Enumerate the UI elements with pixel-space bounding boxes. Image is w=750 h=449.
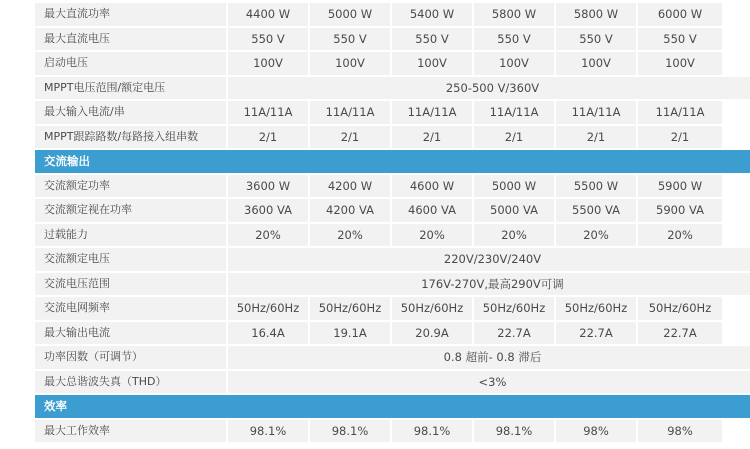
row-value: 11A/11A (638, 101, 722, 126)
row-value: 20% (310, 224, 392, 249)
row-value: 20% (474, 224, 556, 249)
row-label: 最大直流电压 (35, 28, 228, 53)
row-value: 98.1% (392, 420, 474, 445)
row-value-merged: 0.8 超前- 0.8 滞后 (228, 346, 750, 371)
spec-table (35, 3, 750, 444)
row-value-merged: <3% (228, 371, 750, 396)
row-value: 2/1 (556, 126, 638, 151)
row-value: 98.1% (474, 420, 556, 445)
row-value: 11A/11A (310, 101, 392, 126)
row-value: 550 V (228, 28, 310, 53)
row-value: 6000 W (638, 3, 722, 28)
row-value-merged: 176V-270V,最高290V可调 (228, 273, 750, 298)
table-row (35, 126, 750, 151)
row-value: 100V (474, 52, 556, 77)
row-value: 5000 VA (474, 199, 556, 224)
row-label: 最大输入电流/串 (35, 101, 228, 126)
row-value: 2/1 (310, 126, 392, 151)
row-value: 98.1% (310, 420, 392, 445)
row-value: 5500 W (556, 175, 638, 200)
row-value: 50Hz/60Hz (474, 297, 556, 322)
row-value: 50Hz/60Hz (310, 297, 392, 322)
row-label: MPPT跟踪路数/每路接入组串数 (35, 126, 228, 151)
row-label: 功率因数（可调节） (35, 346, 228, 371)
row-label: 交流额定功率 (35, 175, 228, 200)
row-value: 11A/11A (228, 101, 310, 126)
row-value: 11A/11A (392, 101, 474, 126)
row-value: 550 V (474, 28, 556, 53)
section-header-ac-output (35, 150, 750, 175)
row-value: 5800 W (556, 3, 638, 28)
table-row (35, 297, 750, 322)
row-value: 550 V (556, 28, 638, 53)
row-value: 5900 W (638, 175, 722, 200)
row-label: 最大输出电流 (35, 322, 228, 347)
row-label: 过载能力 (35, 224, 228, 249)
table-row (35, 52, 750, 77)
row-value-merged: 220V/230V/240V (228, 248, 750, 273)
row-value: 98.1% (228, 420, 310, 445)
row-value: 100V (228, 52, 310, 77)
table-row (35, 175, 750, 200)
row-value: 550 V (392, 28, 474, 53)
row-value: 5800 W (474, 3, 556, 28)
table-row (35, 273, 750, 298)
row-value: 98% (556, 420, 638, 445)
row-value: 2/1 (638, 126, 722, 151)
row-value: 100V (392, 52, 474, 77)
table-row (35, 248, 750, 273)
row-value: 5000 W (310, 3, 392, 28)
table-row (35, 101, 750, 126)
row-value: 2/1 (228, 126, 310, 151)
table-row (35, 28, 750, 53)
table-row (35, 420, 750, 445)
section-header-efficiency (35, 395, 750, 420)
row-value: 4600 VA (392, 199, 474, 224)
row-value: 20.9A (392, 322, 474, 347)
row-value: 550 V (638, 28, 722, 53)
table-row (35, 3, 750, 28)
row-label: MPPT电压范围/额定电压 (35, 77, 228, 102)
table-row (35, 199, 750, 224)
row-value: 22.7A (556, 322, 638, 347)
row-value: 4200 W (310, 175, 392, 200)
row-value: 5000 W (474, 175, 556, 200)
row-value: 50Hz/60Hz (392, 297, 474, 322)
row-label: 交流电网频率 (35, 297, 228, 322)
row-value: 100V (556, 52, 638, 77)
row-label: 最大直流功率 (35, 3, 228, 28)
row-label: 最大工作效率 (35, 420, 228, 445)
row-value: 50Hz/60Hz (638, 297, 722, 322)
row-value-merged: 250-500 V/360V (228, 77, 750, 102)
row-value: 20% (556, 224, 638, 249)
row-value: 20% (228, 224, 310, 249)
row-value: 50Hz/60Hz (228, 297, 310, 322)
row-value: 3600 W (228, 175, 310, 200)
table-row (35, 77, 750, 102)
row-value: 22.7A (638, 322, 722, 347)
section-title: 效率 (44, 399, 67, 413)
row-value: 4400 W (228, 3, 310, 28)
row-value: 100V (310, 52, 392, 77)
row-value: 4600 W (392, 175, 474, 200)
row-label: 最大总谐波失真（THD） (35, 371, 228, 396)
row-value: 5500 VA (556, 199, 638, 224)
row-value: 2/1 (474, 126, 556, 151)
row-label: 交流电压范围 (35, 273, 228, 298)
table-row (35, 224, 750, 249)
row-value: 4200 VA (310, 199, 392, 224)
row-value: 5900 VA (638, 199, 722, 224)
row-value: 50Hz/60Hz (556, 297, 638, 322)
row-value: 16.4A (228, 322, 310, 347)
row-value: 20% (392, 224, 474, 249)
row-label: 交流额定电压 (35, 248, 228, 273)
row-value: 22.7A (474, 322, 556, 347)
row-value: 2/1 (392, 126, 474, 151)
table-row (35, 371, 750, 396)
row-value: 20% (638, 224, 722, 249)
table-row (35, 346, 750, 371)
row-value: 11A/11A (474, 101, 556, 126)
row-value: 19.1A (310, 322, 392, 347)
row-value: 5400 W (392, 3, 474, 28)
row-value: 100V (638, 52, 722, 77)
row-value: 550 V (310, 28, 392, 53)
row-value: 11A/11A (556, 101, 638, 126)
section-title: 交流输出 (44, 154, 90, 168)
table-row (35, 322, 750, 347)
row-label: 启动电压 (35, 52, 228, 77)
row-value: 98% (638, 420, 722, 445)
row-label: 交流额定视在功率 (35, 199, 228, 224)
row-value: 3600 VA (228, 199, 310, 224)
